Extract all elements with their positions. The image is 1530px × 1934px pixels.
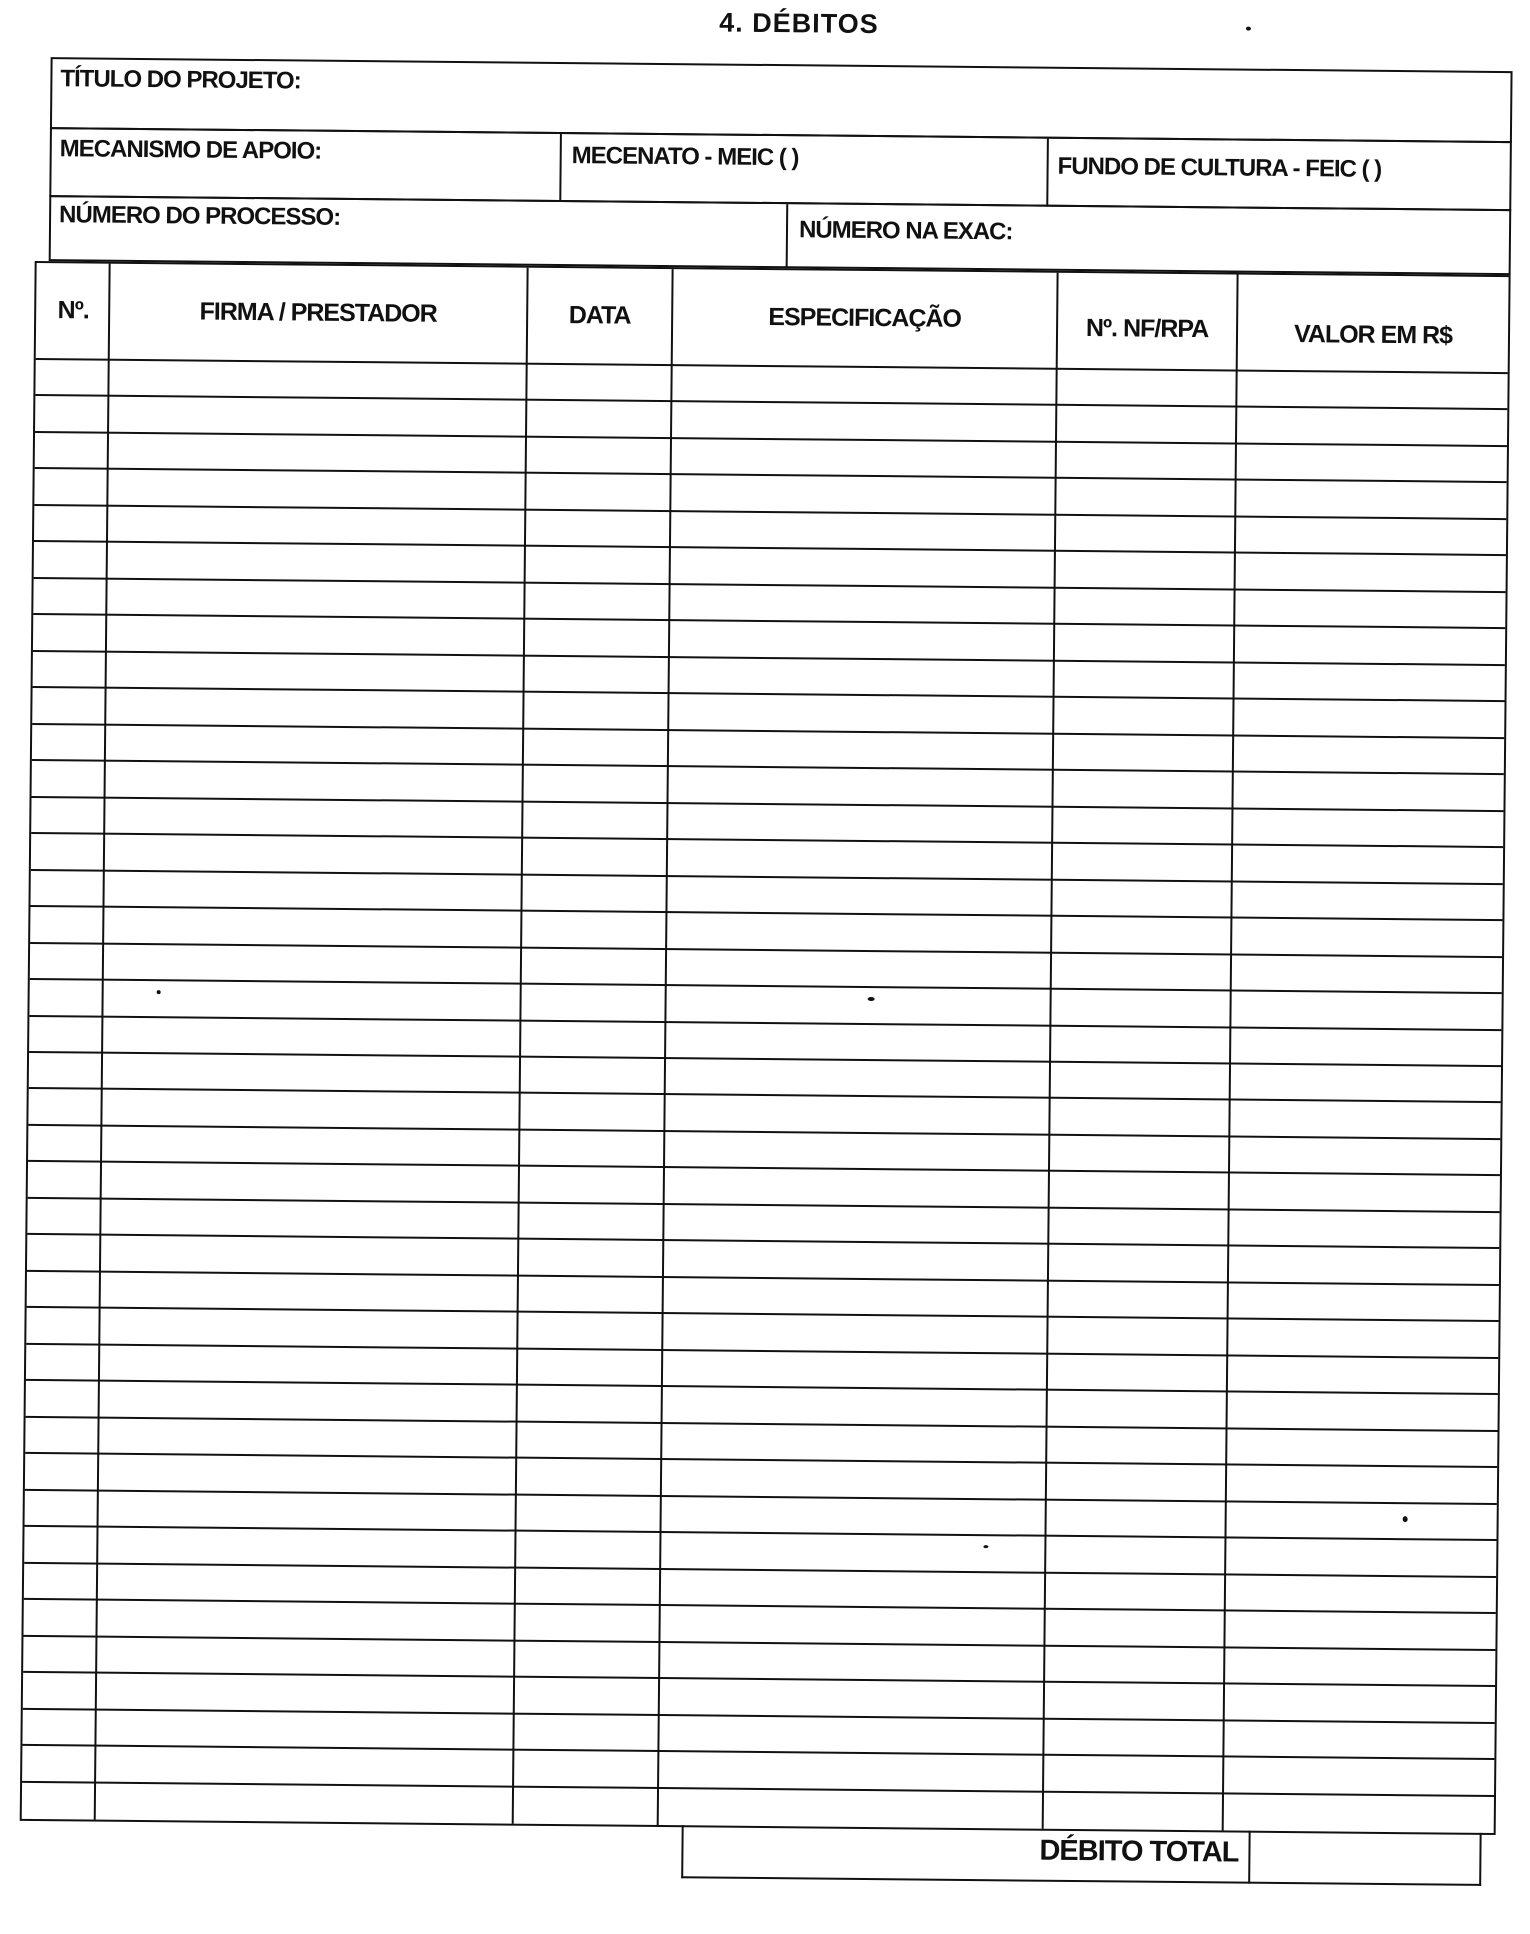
mecenato-meic-checkbox[interactable]: MECENATO - MEIC ( ) <box>571 142 799 172</box>
column-header-invoice-number: Nº. NF/RPA <box>1085 314 1209 344</box>
scan-speck <box>983 1545 988 1548</box>
scan-speck <box>1246 27 1251 31</box>
column-header-number: Nº. <box>57 296 89 325</box>
exac-number-label[interactable]: NÚMERO NA EXAC: <box>798 216 1013 246</box>
divider <box>786 204 789 268</box>
column-header-specification: ESPECIFICAÇÃO <box>768 303 962 333</box>
column-header-value: VALOR EM R$ <box>1293 320 1453 350</box>
column-header-date: DATA <box>568 301 631 330</box>
debits-table <box>20 261 1511 1835</box>
divider <box>1046 139 1049 207</box>
scan-speck <box>868 997 875 1001</box>
table-body <box>22 360 1508 1833</box>
support-mechanism-label: MECANISMO DE APOIO: <box>59 135 322 165</box>
scan-speck <box>157 990 161 994</box>
scan-speck <box>1403 1516 1408 1522</box>
divider <box>559 134 562 202</box>
process-number-label[interactable]: NÚMERO DO PROCESSO: <box>58 201 341 231</box>
project-title-label: TÍTULO DO PROJETO: <box>60 65 301 95</box>
total-value-field[interactable] <box>1248 1831 1481 1886</box>
total-label: DÉBITO TOTAL <box>1039 1834 1239 1869</box>
fundo-cultura-feic-checkbox[interactable]: FUNDO DE CULTURA - FEIC ( ) <box>1057 152 1382 183</box>
column-header-firm: FIRMA / PRESTADOR <box>199 297 437 328</box>
page-title: 4. DÉBITOS <box>719 7 879 40</box>
